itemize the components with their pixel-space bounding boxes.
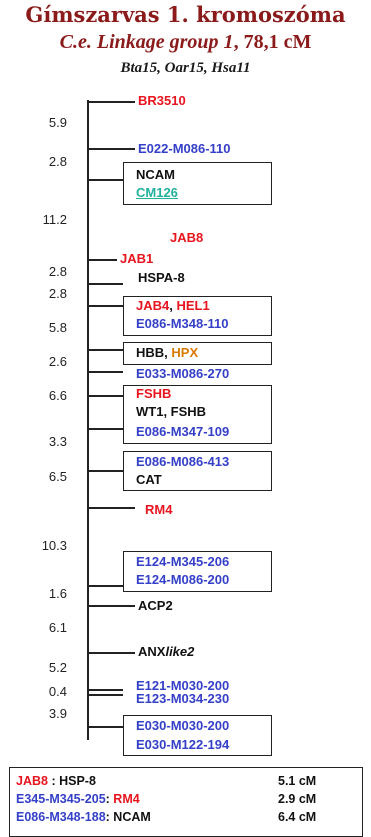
distance-label: 6.6	[48, 388, 67, 403]
marker-tick	[87, 605, 135, 607]
legend-marker-a: E086-M348-188	[16, 810, 106, 824]
marker-tick	[87, 101, 135, 103]
marker-label: RM4	[145, 502, 173, 517]
distance-label: 2.8	[48, 286, 67, 301]
legend-marker-b: RM4	[113, 792, 140, 806]
marker-label: HPX	[171, 345, 199, 360]
marker-label: WT1, FSHB	[136, 404, 207, 419]
marker-label: HSPA-8	[138, 270, 185, 285]
legend-row: JAB8 : HSP-8	[16, 774, 96, 788]
chromosome-axis	[87, 100, 89, 740]
distance-label: 3.9	[48, 706, 67, 721]
linkage-group-length: , 78,1 cM	[233, 31, 312, 53]
linkage-group-title	[0, 31, 371, 54]
marker-label: E124-M086-200	[136, 572, 230, 587]
legend-value: 2.9 cM	[278, 792, 317, 806]
marker-label: NCAM	[136, 167, 175, 182]
marker-tick	[87, 689, 123, 691]
marker-tick	[87, 305, 123, 307]
marker-label-anx	[138, 644, 194, 659]
distance-label: 5.8	[48, 320, 67, 335]
marker-label: ACP2	[138, 598, 173, 613]
marker-label: E124-M345-206	[136, 554, 230, 569]
marker-label: JAB1	[120, 251, 154, 266]
marker-label: E086-M348-110	[136, 316, 229, 331]
distance-label: 3.3	[48, 434, 67, 449]
distance-label: 5.9	[48, 115, 67, 130]
marker-tick	[87, 179, 123, 181]
homology-subtitle: Bta15, Oar15, Hsa11	[120, 60, 251, 76]
marker-tick	[87, 585, 123, 587]
distance-label: 6.1	[48, 620, 67, 635]
marker-tick	[87, 371, 123, 373]
marker-tick	[87, 349, 123, 351]
distance-label: 10.3	[41, 538, 67, 553]
marker-tick	[87, 428, 123, 430]
marker-tick	[87, 148, 135, 150]
marker-tick	[87, 259, 117, 261]
marker-tick	[87, 470, 123, 472]
marker-label: CM126	[136, 185, 178, 200]
distance-label: 6.5	[48, 469, 67, 484]
distance-label: 1.6	[48, 586, 67, 601]
page-title: Gímszarvas 1. kromoszóma	[25, 2, 346, 27]
legend-value: 5.1 cM	[278, 774, 317, 788]
marker-label-pair: HBB, HPX	[136, 345, 199, 360]
distance-label: 2.6	[48, 354, 67, 369]
marker-tick	[87, 283, 123, 285]
marker-label: E033-M086-270	[136, 366, 230, 381]
legend-marker-b: HSP-8	[59, 774, 96, 788]
distance-label: 11.2	[42, 212, 67, 227]
marker-label-suffix: like2	[165, 644, 195, 659]
distance-label: 5.2	[48, 660, 67, 675]
linkage-group-name: C.e. Linkage group 1	[59, 31, 234, 53]
marker-label: JAB4	[136, 298, 170, 313]
marker-tick	[87, 726, 123, 728]
marker-label-pair: JAB4, HEL1	[136, 298, 210, 313]
marker-label: E123-M034-230	[136, 691, 230, 706]
marker-label: E030-M030-200	[136, 718, 230, 733]
legend-box	[9, 767, 363, 837]
marker-label: BR3510	[138, 93, 186, 108]
legend-value: 6.4 cM	[278, 810, 317, 824]
distance-label: 0.4	[48, 684, 67, 699]
marker-label: JAB8	[170, 230, 204, 245]
legend-marker-a: E345-M345-205	[16, 792, 106, 806]
legend-marker-b: NCAM	[113, 810, 151, 824]
legend-marker-a: JAB8	[16, 774, 48, 788]
marker-label: E030-M122-194	[136, 737, 230, 752]
legend-row: E345-M345-205: RM4	[16, 792, 140, 806]
marker-label: CAT	[136, 472, 162, 487]
legend-row: E086-M348-188: NCAM	[16, 810, 151, 824]
marker-label: E086-M086-413	[136, 454, 230, 469]
marker-label: E022-M086-110	[138, 141, 231, 156]
marker-label: E086-M347-109	[136, 424, 230, 439]
marker-label: HEL1	[176, 298, 210, 313]
marker-tick	[87, 694, 123, 696]
marker-tick	[87, 652, 135, 654]
marker-label: E121-M030-200	[136, 678, 230, 693]
distance-label: 2.8	[48, 264, 67, 279]
marker-tick	[87, 507, 135, 509]
marker-tick	[87, 395, 123, 397]
marker-label: ANX	[138, 644, 166, 659]
marker-label: FSHB	[136, 386, 172, 401]
marker-label: HBB	[136, 345, 165, 360]
distance-label: 2.8	[48, 154, 67, 169]
